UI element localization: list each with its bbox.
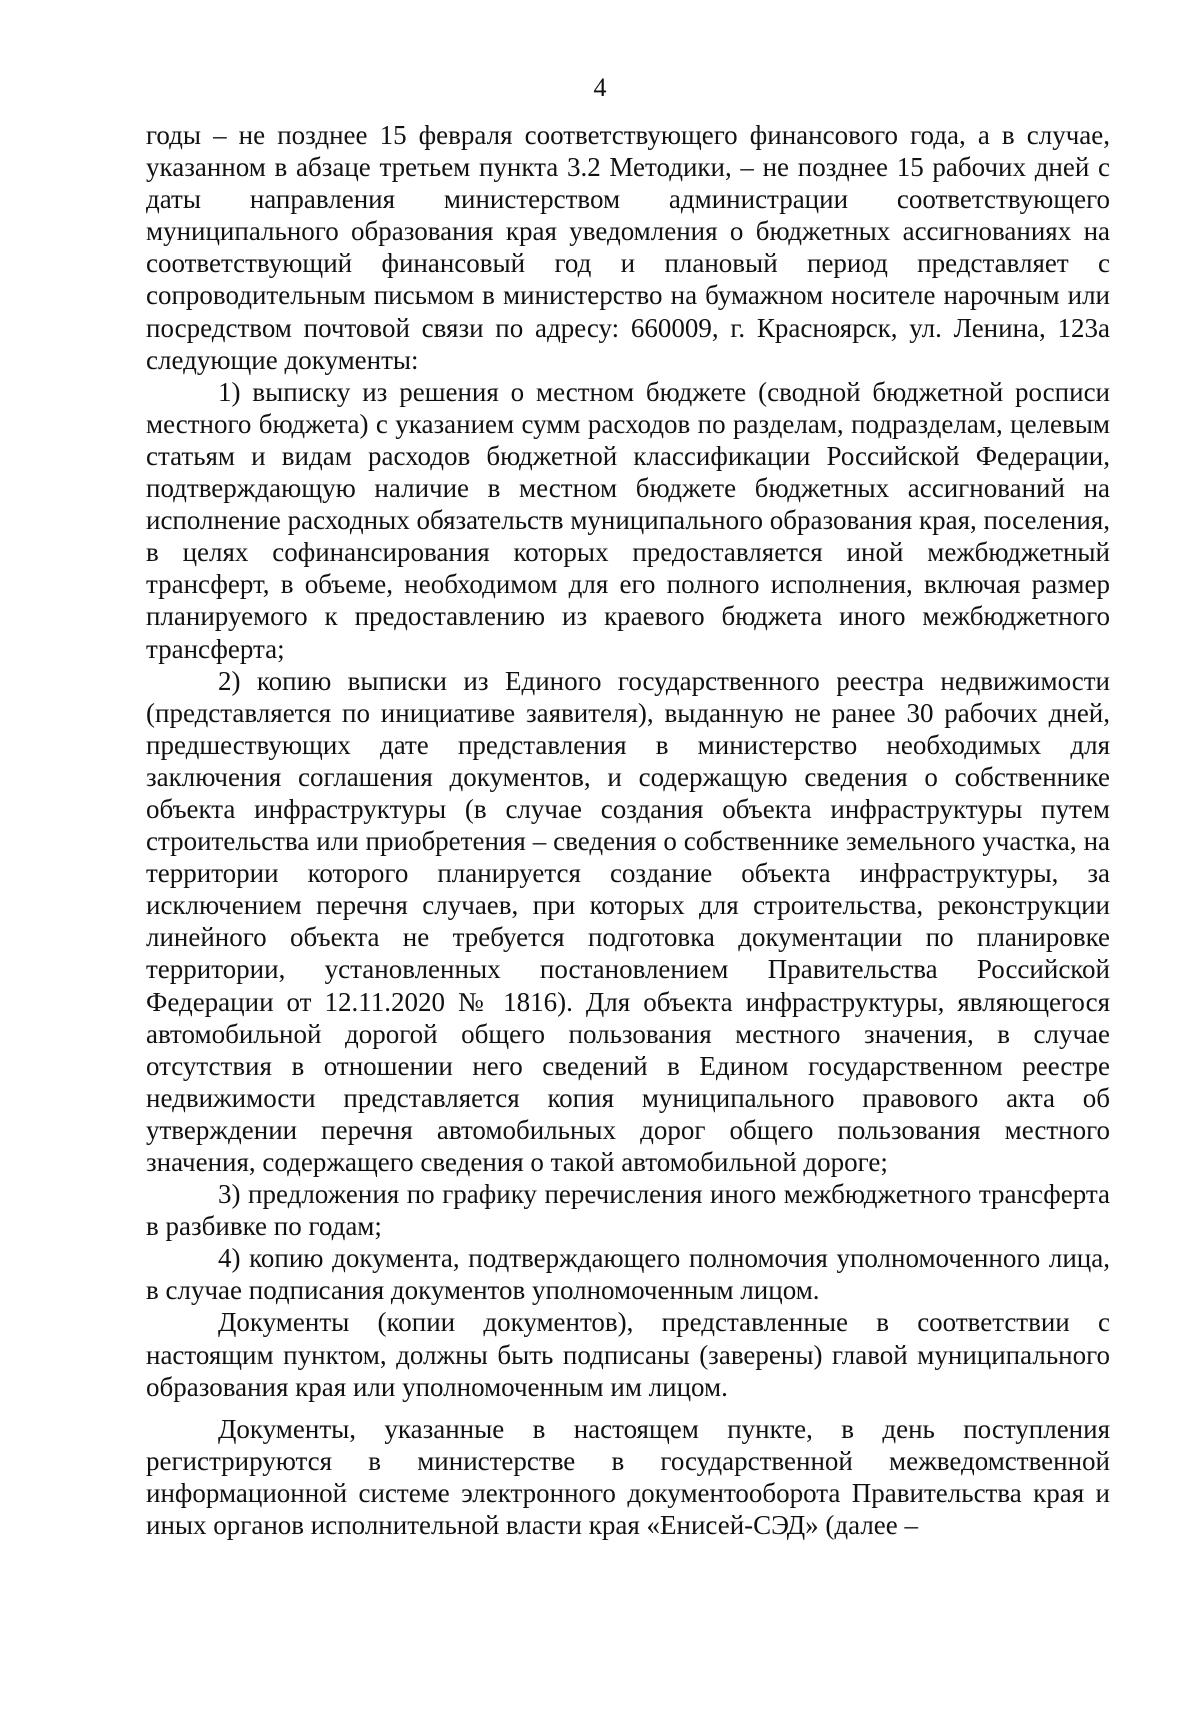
document-body xyxy=(146,119,1110,1541)
paragraph-registration: Документы, указанные в настоящем пункте, в день поступления регистрируются в министерстве в государственной межведомственной информационной системе электронного документооборота Правительства края и иных органов исполнительной власти края «Енисей-СЭД» (далее – xyxy=(146,1413,1110,1541)
paragraph-item-4: 4) копию документа, подтверждающего полномочия уполномоченного лица, в случае подписания документов уполномоченным лицом. xyxy=(146,1243,1110,1306)
paragraph-signature-requirement: Документы (копии документов), представленные в соответствии с настоящим пунктом, должны быть подписаны (заверены) главой муниципального образования края или уполномоченным им лицом. xyxy=(146,1307,1110,1402)
paragraph-intro: годы – не позднее 15 февраля соответствующего финансового года, а в случае, указанном в абзаце третьем пункта 3.2 Методики, – не позднее 15 рабочих дней с даты направления министерством администрации соответствующего муниципального образования края уведомления о бюджетных ассигнованиях на соответствующий финансовый год и плановый период представляет с сопроводительным письмом в министерство на бумажном носителе нарочным или посредством почтовой связи по адресу: 660009, г. Красноярск, ул. Ленина, 123а следующие документы: xyxy=(146,120,1110,375)
paragraph-item-2: 2) копию выписки из Единого государственного реестра недвижимости (представляется по инициативе заявителя), выданную не ранее 30 рабочих дней, предшествующих дате представления в министерство необходимых для заключения соглашения документов, и содержащую сведения о собственнике объекта инфраструктуры (в случае создания объекта инфраструктуры путем строительства или приобретения – сведения о собственнике земельного участка, на территории которого планируется создание объекта инфраструктуры, за исключением перечня случаев, при которых для строительства, реконструкции линейного объекта не требуется подготовка документации по планировке территории, установленных постановлением Правительства Российской Федерации от 12.11.2020 № 1816). Для объекта инфраструктуры, являющегося автомобильной дорогой общего пользования местного значения, в случае отсутствия в отношении него сведений в Едином государственном реестре недвижимости представляется копия муниципального правового акта об утверждении перечня автомобильных дорог общего пользования местного значения, содержащего сведения о такой автомобильной дороге; xyxy=(146,665,1110,1177)
paragraph-item-1: 1) выписку из решения о местном бюджете (сводной бюджетной росписи местного бюджета) с указанием сумм расходов по разделам, подразделам, целевым статьям и видам расходов бюджетной классификации Российской Федерации, подтверждающую наличие в местном бюджете бюджетных ассигнований на исполнение расходных обязательств муниципального образования края, поселения, в целях софинансирования которых предоставляется иной межбюджетный трансферт, в объеме, необходимом для его полного исполнения, включая размер планируемого к предоставлению из краевого бюджета иного межбюджетного трансферта; xyxy=(146,376,1110,664)
paragraph-item-3: 3) предложения по графику перечисления иного межбюджетного трансферта в разбивке по годам; xyxy=(146,1179,1110,1242)
page-number: 4 xyxy=(593,73,607,102)
